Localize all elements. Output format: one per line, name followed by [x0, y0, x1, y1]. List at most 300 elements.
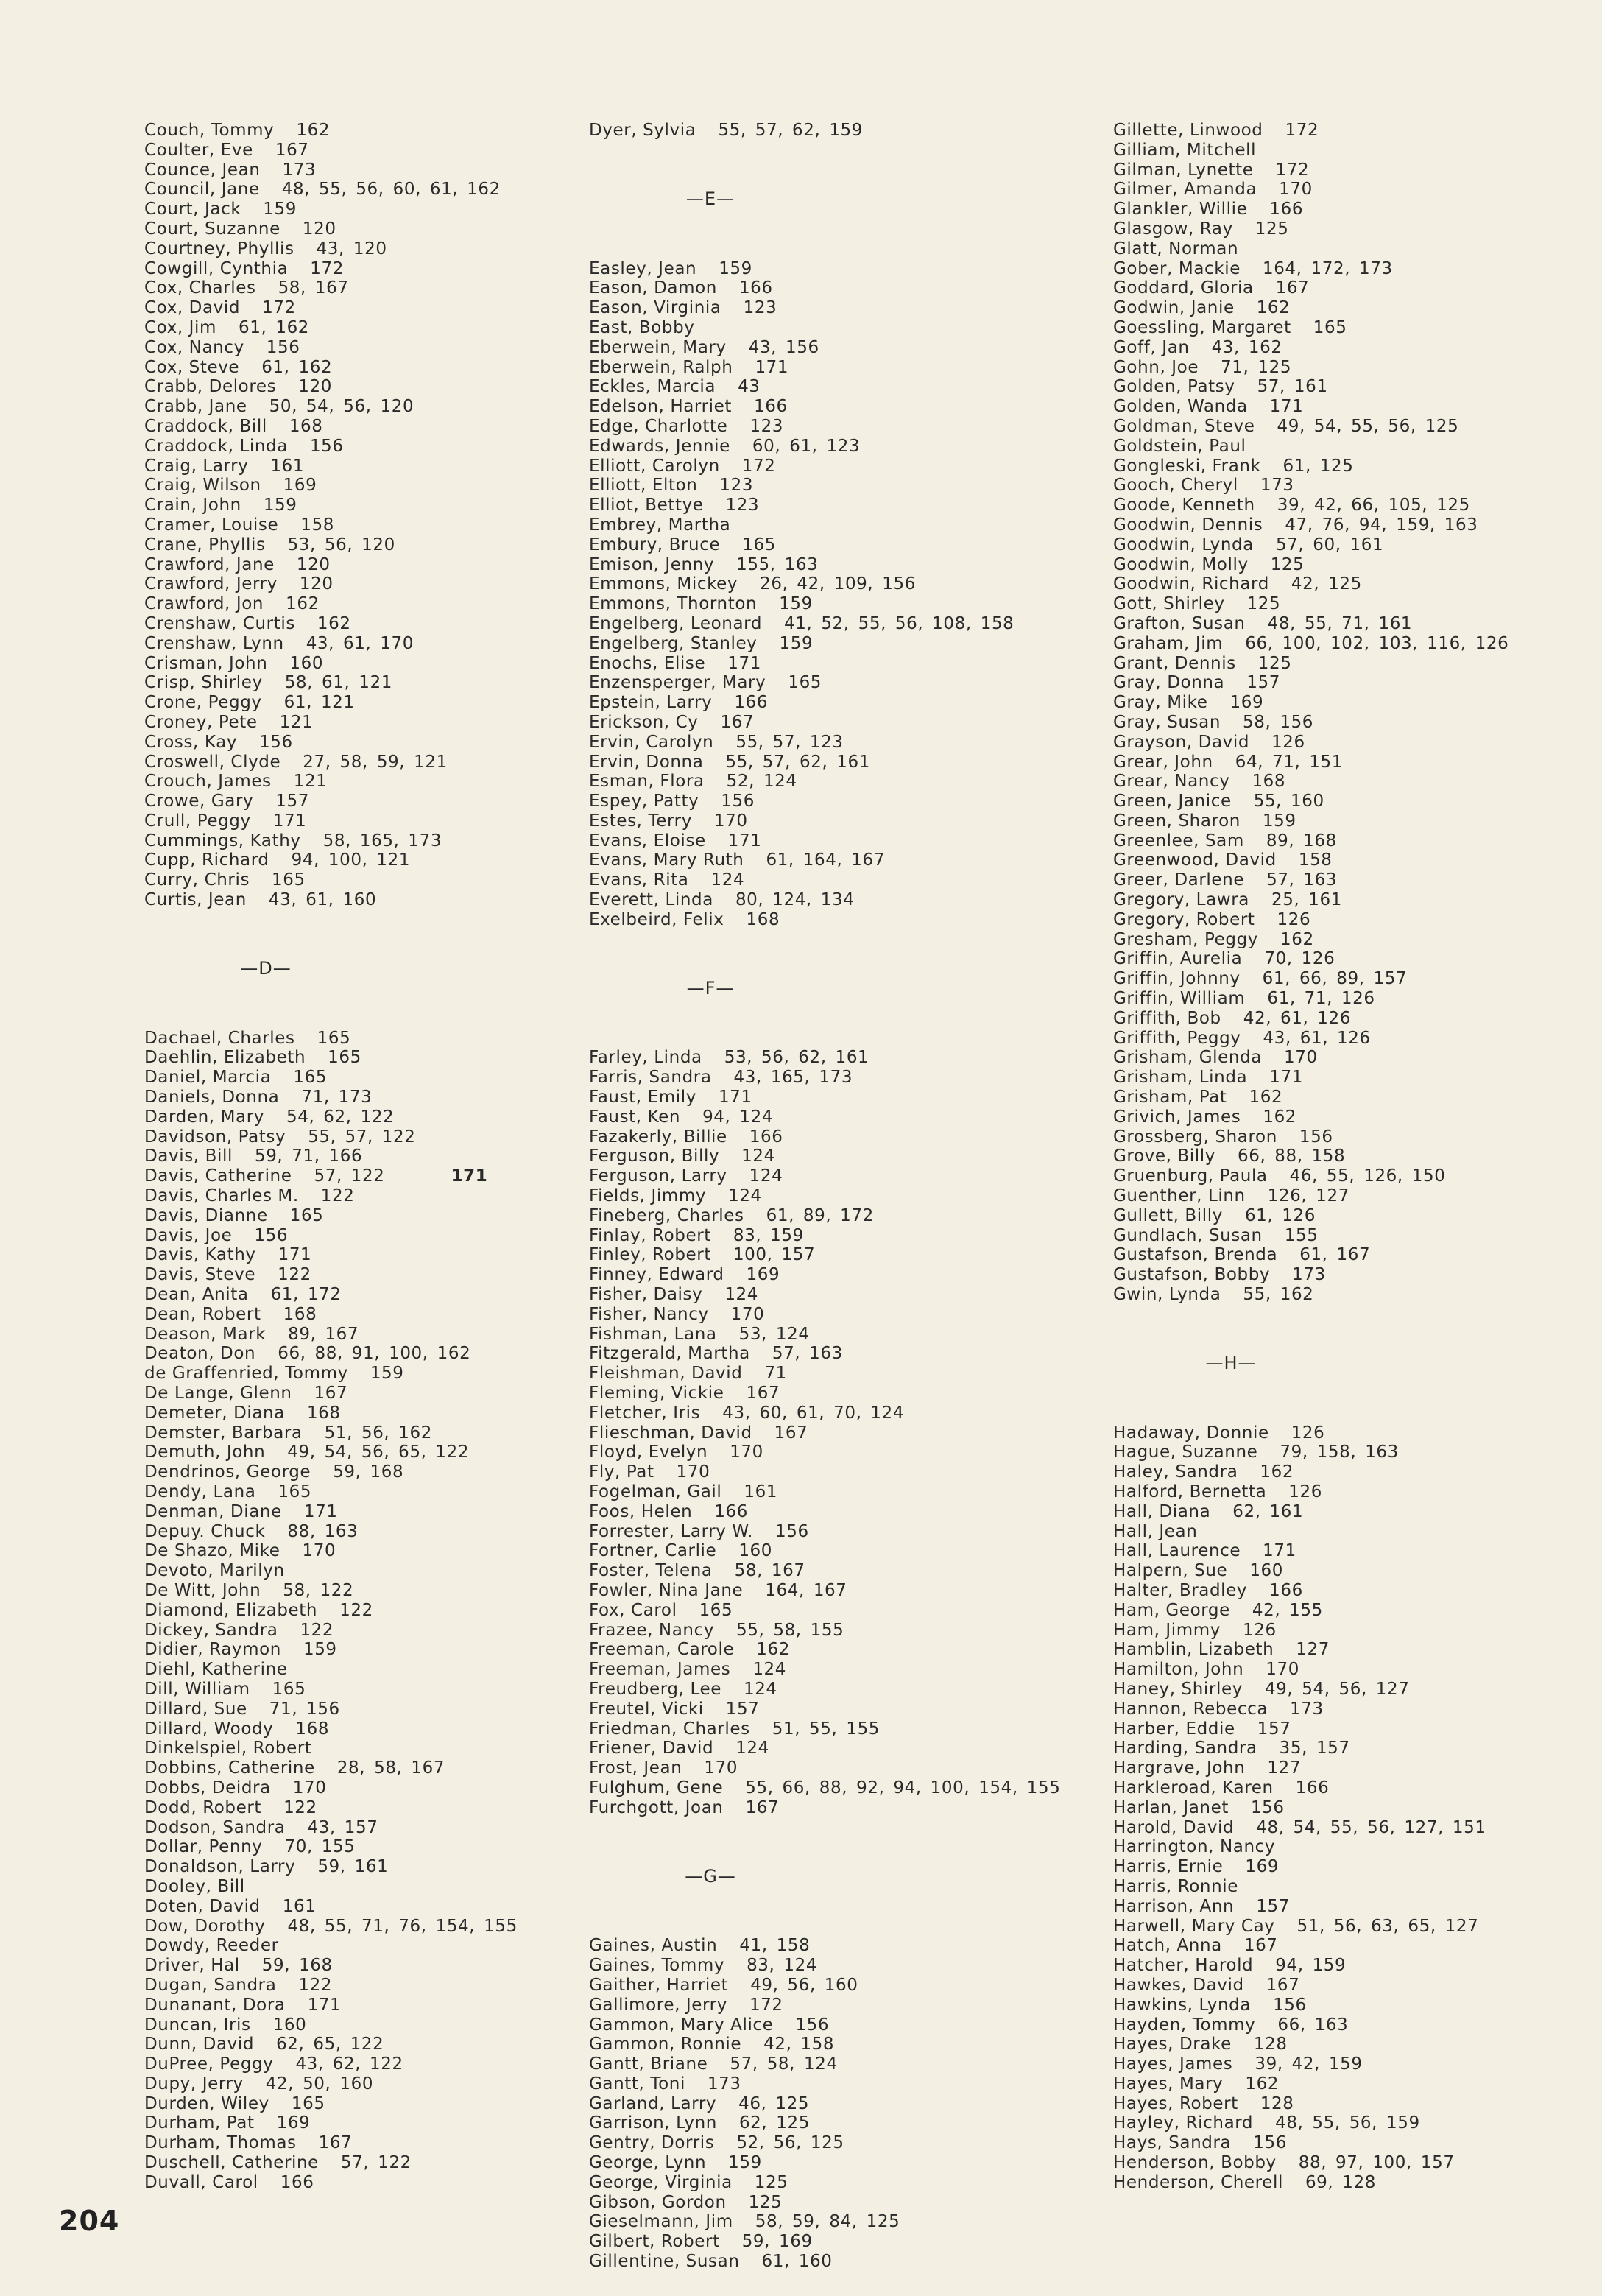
- index-entry: [144, 870, 557, 890]
- entry-pages: 172: [741, 456, 776, 476]
- entry-pages: 159: [1262, 811, 1296, 831]
- entry-pages: 66, 88, 91, 100, 162: [278, 1344, 471, 1364]
- index-entry: [144, 476, 557, 496]
- entry-name: DuPree, Peggy: [144, 2054, 274, 2074]
- entry-name: Hayley, Richard: [1113, 2113, 1254, 2133]
- entry-pages: 156: [1273, 1995, 1307, 2015]
- entry-name: Diehl, Katherine: [144, 1660, 288, 1680]
- index-entry: [1113, 1068, 1570, 1088]
- entry-name: Hatcher, Harold: [1113, 1956, 1254, 1976]
- entry-pages: 51, 55, 155: [772, 1719, 881, 1739]
- entry-name: Fisher, Nancy: [589, 1304, 709, 1324]
- index-entry: [1113, 278, 1570, 298]
- entry-pages: 165: [272, 870, 306, 890]
- entry-name: Durden, Wiley: [144, 2093, 269, 2113]
- entry-name: Engelberg, Stanley: [589, 633, 758, 653]
- index-entry: [1113, 1857, 1570, 1877]
- entry-name: Dillard, Woody: [144, 1719, 274, 1739]
- entry-pages: 49, 54, 55, 56, 125: [1277, 416, 1459, 436]
- entry-pages: 42, 158: [763, 2035, 835, 2054]
- index-entry: [589, 437, 1060, 457]
- entry-pages: 53, 56, 62, 161: [724, 1048, 869, 1068]
- entry-name: Gammon, Mary Alice: [589, 2015, 774, 2035]
- entry-pages: 39, 42, 159: [1255, 2054, 1363, 2074]
- entry-pages: 159: [779, 594, 813, 614]
- entry-pages: 52, 56, 125: [736, 2133, 844, 2153]
- index-entry: [589, 121, 1060, 141]
- index-entry: [589, 2212, 1060, 2232]
- index-entry: [1113, 594, 1570, 614]
- entry-name: Hatch, Anna: [1113, 1936, 1222, 1956]
- index-entry: [1113, 1285, 1570, 1305]
- entry-pages: 124: [749, 1166, 783, 1186]
- entry-name: Goddard, Gloria: [1113, 278, 1254, 298]
- entry-name: Curry, Chris: [144, 870, 250, 890]
- entry-pages: 43, 156: [748, 337, 819, 357]
- entry-name: Emmons, Mickey: [589, 574, 738, 594]
- entry-pages: 171: [1269, 1068, 1303, 1088]
- entry-name: Harding, Sandra: [1113, 1739, 1257, 1758]
- entry-pages: 165: [699, 1600, 733, 1620]
- index-entry: [589, 1621, 1060, 1641]
- entry-name: Henderson, Cherell: [1113, 2172, 1283, 2192]
- index-entry: [1113, 1758, 1570, 1778]
- index-entry: [1113, 634, 1570, 654]
- entry-name: Hayes, Drake: [1113, 2035, 1232, 2054]
- entry-name: Gallimore, Jerry: [589, 1995, 727, 2015]
- entry-name: Harrington, Nancy: [1113, 1837, 1276, 1857]
- entry-name: Espey, Patty: [589, 792, 699, 811]
- entry-name: Gaines, Austin: [589, 1936, 718, 1956]
- entry-name: Gibson, Gordon: [589, 2192, 727, 2212]
- index-entry: [144, 792, 557, 811]
- entry-name: Edwards, Jennie: [589, 436, 730, 456]
- entry-pages: 66, 88, 158: [1238, 1147, 1346, 1166]
- entry-pages: 61, 162: [261, 357, 333, 377]
- entry-pages: 167: [318, 2133, 353, 2153]
- entry-name: Emison, Jenny: [589, 554, 715, 574]
- index-entry: [1113, 121, 1570, 141]
- entry-name: Cowgill, Cynthia: [144, 258, 289, 278]
- index-entry: [144, 1719, 557, 1739]
- entry-name: Dinkelspiel, Robert: [144, 1739, 312, 1758]
- index-entry: [144, 1147, 557, 1166]
- entry-extra-page: 171: [451, 1166, 488, 1186]
- index-entry: [589, 1325, 1060, 1345]
- entry-pages: 160: [738, 1541, 773, 1561]
- entry-pages: 161: [282, 1896, 317, 1916]
- entry-name: Crabb, Jane: [144, 397, 247, 417]
- entry-name: Gray, Susan: [1113, 712, 1221, 732]
- index-entry: [144, 496, 557, 515]
- index-entry: [1113, 1956, 1570, 1976]
- entry-pages: 25, 161: [1271, 890, 1342, 910]
- entry-pages: 156: [721, 792, 755, 811]
- entry-pages: 173: [1292, 1265, 1326, 1285]
- index-entry: [1113, 949, 1570, 969]
- section-spacer: [1113, 1305, 1570, 1345]
- entry-pages: 160: [289, 653, 324, 673]
- index-entry: [144, 1917, 557, 1937]
- entry-pages: 127: [1296, 1640, 1330, 1660]
- index-entry: [1113, 1601, 1570, 1621]
- entry-name: Dollar, Penny: [144, 1837, 263, 1857]
- entry-name: Daniel, Marcia: [144, 1068, 272, 1088]
- entry-pages: 172: [310, 258, 344, 278]
- entry-name: Dooley, Bill: [144, 1876, 245, 1896]
- entry-pages: 100, 157: [733, 1245, 816, 1265]
- entry-name: Demuth, John: [144, 1443, 266, 1462]
- index-entry: [144, 1186, 557, 1206]
- index-entry: [144, 1818, 557, 1838]
- section-spacer: [589, 141, 1060, 180]
- entry-name: Haney, Shirley: [1113, 1679, 1243, 1699]
- index-entry: [589, 1601, 1060, 1621]
- index-entry: [144, 614, 557, 634]
- entry-pages: 42, 155: [1252, 1600, 1323, 1620]
- entry-name: Harber, Eddie: [1113, 1719, 1235, 1739]
- entry-pages: 124: [728, 1186, 762, 1206]
- entry-name: Gillette, Linwood: [1113, 121, 1263, 140]
- entry-name: Garland, Larry: [589, 2093, 717, 2113]
- entry-name: Davis, Dianne: [144, 1205, 268, 1225]
- entry-name: Gieselmann, Jim: [589, 2212, 733, 2232]
- entry-name: Gongleski, Frank: [1113, 456, 1261, 476]
- entry-name: Griffin, Johnny: [1113, 969, 1241, 989]
- index-entry: [144, 1976, 557, 1996]
- entry-pages: 58, 156: [1243, 712, 1314, 732]
- index-entry: [144, 358, 557, 378]
- entry-name: Gilliam, Mitchell: [1113, 140, 1257, 160]
- index-entry: [589, 358, 1060, 378]
- entry-name: Griffith, Bob: [1113, 1008, 1221, 1028]
- index-column-2: [589, 121, 1060, 2272]
- entry-name: Grisham, Pat: [1113, 1088, 1227, 1107]
- entry-name: Freeman, James: [589, 1660, 731, 1680]
- entry-name: Finley, Robert: [589, 1245, 711, 1265]
- entry-name: Gilbert, Robert: [589, 2232, 720, 2252]
- entry-pages: 160: [1249, 1561, 1284, 1581]
- index-entry: [144, 1166, 557, 1186]
- entry-name: Crawford, Jerry: [144, 574, 278, 594]
- entry-name: Ferguson, Larry: [589, 1166, 727, 1186]
- index-entry: [1113, 673, 1570, 693]
- index-entry: [1113, 1245, 1570, 1265]
- index-entry: [144, 1541, 557, 1561]
- entry-name: Dobbs, Deidra: [144, 1778, 271, 1797]
- entry-name: Harold, David: [1113, 1817, 1235, 1837]
- entry-pages: 162: [296, 121, 331, 140]
- entry-name: Deaton, Don: [144, 1344, 256, 1364]
- index-entry: [1113, 1443, 1570, 1462]
- entry-pages: 48, 55, 56, 60, 61, 162: [281, 180, 501, 200]
- index-entry: [589, 870, 1060, 890]
- index-entry: [1113, 180, 1570, 200]
- index-entry: [1113, 831, 1570, 851]
- index-entry: [144, 1344, 557, 1364]
- entry-name: Finlay, Robert: [589, 1225, 711, 1245]
- index-entry: [144, 397, 557, 417]
- entry-name: Grossberg, Sharon: [1113, 1127, 1277, 1147]
- entry-name: Floyd, Evelyn: [589, 1443, 708, 1462]
- section-letter-heading: —D—: [240, 958, 292, 979]
- entry-pages: 168: [746, 909, 780, 929]
- entry-pages: 122: [283, 1797, 317, 1817]
- index-entry: [589, 259, 1060, 279]
- entry-name: Gilmer, Amanda: [1113, 180, 1257, 200]
- index-entry: [1113, 2054, 1570, 2074]
- entry-name: Davis, Bill: [144, 1147, 233, 1166]
- index-entry: [144, 437, 557, 457]
- index-entry: [1113, 2015, 1570, 2035]
- index-entry: [1113, 200, 1570, 219]
- entry-name: Daniels, Donna: [144, 1088, 280, 1107]
- entry-name: Fly, Pat: [589, 1462, 654, 1482]
- index-entry: [1113, 2035, 1570, 2054]
- entry-pages: 161: [744, 1482, 778, 1501]
- index-entry: [1113, 910, 1570, 930]
- index-entry: [1113, 930, 1570, 950]
- entry-name: Council, Jane: [144, 180, 260, 200]
- entry-name: Daehlin, Elizabeth: [144, 1048, 306, 1068]
- entry-pages: 162: [756, 1640, 790, 1660]
- entry-pages: 123: [719, 476, 754, 496]
- entry-name: Dunn, David: [144, 2035, 255, 2054]
- entry-name: Edge, Charlotte: [589, 416, 728, 436]
- entry-pages: 158: [1298, 851, 1333, 870]
- index-entry: [144, 1088, 557, 1107]
- index-entry: [1113, 792, 1570, 811]
- index-entry: [1113, 1581, 1570, 1601]
- index-entry: [144, 298, 557, 318]
- entry-name: Fowler, Nina Jane: [589, 1580, 744, 1600]
- entry-name: Gwin, Lynda: [1113, 1285, 1221, 1305]
- entry-pages: 159: [303, 1640, 337, 1660]
- entry-pages: 26, 42, 109, 156: [760, 574, 916, 594]
- index-entry: [1113, 614, 1570, 634]
- entry-pages: 171: [1263, 1541, 1296, 1561]
- entry-name: Courtney, Phyllis: [144, 239, 294, 258]
- entry-name: Duvall, Carol: [144, 2172, 258, 2192]
- entry-pages: 80, 124, 134: [735, 890, 855, 910]
- index-entry: [144, 1798, 557, 1818]
- entry-name: Halford, Bernetta: [1113, 1482, 1267, 1501]
- entry-name: Harris, Ernie: [1113, 1857, 1224, 1877]
- entry-pages: 166: [1295, 1778, 1330, 1797]
- entry-name: Driver, Hal: [144, 1956, 240, 1976]
- entry-name: Eason, Damon: [589, 278, 717, 298]
- entry-pages: 51, 56, 63, 65, 127: [1296, 1916, 1479, 1936]
- entry-pages: 46, 125: [738, 2093, 810, 2113]
- entry-pages: 165: [1313, 317, 1347, 337]
- entry-name: Glasgow, Ray: [1113, 219, 1233, 239]
- index-entry: [1113, 1798, 1570, 1818]
- index-entry: [1113, 1818, 1570, 1838]
- index-entry: [1113, 1541, 1570, 1561]
- entry-name: Couch, Tommy: [144, 121, 275, 140]
- index-entry: [589, 1581, 1060, 1601]
- entry-name: Freudberg, Lee: [589, 1679, 721, 1699]
- index-entry: [144, 594, 557, 614]
- entry-pages: 171: [278, 1245, 312, 1265]
- index-entry: [144, 1522, 557, 1542]
- index-entry: [1113, 753, 1570, 772]
- entry-pages: 162: [286, 594, 320, 614]
- index-entry: [589, 1147, 1060, 1166]
- entry-name: Gundlach, Susan: [1113, 1225, 1263, 1245]
- entry-name: Goodwin, Richard: [1113, 574, 1269, 594]
- entry-pages: 155: [1284, 1225, 1319, 1245]
- section-letter-heading: —H—: [1205, 1353, 1257, 1374]
- entry-name: Guenther, Linn: [1113, 1186, 1246, 1206]
- section-spacer: [589, 1009, 1060, 1049]
- entry-pages: 53, 124: [738, 1324, 810, 1344]
- entry-pages: 171: [727, 831, 762, 851]
- entry-name: Goode, Kenneth: [1113, 496, 1255, 515]
- entry-name: Crawford, Jon: [144, 594, 264, 614]
- entry-pages: 161: [270, 456, 305, 476]
- entry-name: Cox, David: [144, 298, 241, 318]
- index-entry: [589, 2232, 1060, 2252]
- entry-pages: 57, 163: [1266, 870, 1338, 890]
- index-entry: [589, 535, 1060, 555]
- index-entry: [1113, 1621, 1570, 1641]
- entry-pages: 156: [1250, 1797, 1285, 1817]
- entry-pages: 57, 161: [1257, 377, 1328, 397]
- index-entry: [589, 890, 1060, 910]
- index-entry: [144, 1956, 557, 1976]
- index-entry: [589, 792, 1060, 811]
- entry-name: Crain, John: [144, 496, 241, 515]
- index-entry: [1113, 1778, 1570, 1798]
- index-entry: [144, 2035, 557, 2054]
- entry-name: Gullett, Billy: [1113, 1205, 1223, 1225]
- entry-pages: 51, 56, 162: [324, 1423, 432, 1443]
- section-spacer: [1113, 1384, 1570, 1423]
- entry-pages: 94, 159: [1275, 1956, 1347, 1976]
- entry-pages: 162: [1280, 929, 1314, 949]
- index-entry: [1113, 713, 1570, 733]
- index-entry: [1113, 2133, 1570, 2153]
- entry-name: Gilman, Lynette: [1113, 160, 1254, 180]
- index-entry: [144, 141, 557, 161]
- entry-pages: 58, 122: [283, 1580, 354, 1600]
- entry-pages: 156: [775, 1521, 809, 1541]
- index-entry: [1113, 1522, 1570, 1542]
- entry-pages: 165: [293, 1068, 328, 1088]
- entry-name: Gantt, Briane: [589, 2054, 708, 2074]
- index-entry: [589, 2252, 1060, 2272]
- entry-name: Hamilton, John: [1113, 1660, 1244, 1680]
- entry-pages: 43: [738, 377, 761, 397]
- entry-name: Enzensperger, Mary: [589, 673, 766, 693]
- index-column-3: [1113, 121, 1570, 2193]
- entry-pages: 166: [714, 1501, 749, 1521]
- entry-name: Dodson, Sandra: [144, 1817, 286, 1837]
- entry-name: Frazee, Nancy: [589, 1620, 715, 1640]
- index-entry: [1113, 1877, 1570, 1897]
- entry-name: Diamond, Elizabeth: [144, 1600, 318, 1620]
- entry-name: Deason, Mark: [144, 1324, 267, 1344]
- index-entry: [1113, 1226, 1570, 1246]
- index-entry: [144, 713, 557, 733]
- index-entry: [144, 1758, 557, 1778]
- entry-pages: 48, 54, 55, 56, 127, 151: [1256, 1817, 1486, 1837]
- index-entry: [589, 397, 1060, 417]
- entry-name: Dobbins, Catherine: [144, 1758, 315, 1778]
- entry-pages: 57, 60, 161: [1275, 535, 1384, 554]
- index-entry: [589, 1758, 1060, 1778]
- index-entry: [1113, 1265, 1570, 1285]
- entry-name: Hayes, Robert: [1113, 2093, 1238, 2113]
- index-entry: [589, 1206, 1060, 1226]
- index-entry: [1113, 555, 1570, 575]
- index-entry: [589, 1680, 1060, 1700]
- section-spacer: [589, 1897, 1060, 1937]
- entry-name: Harkleroad, Karen: [1113, 1778, 1274, 1797]
- index-entry: [144, 2074, 557, 2094]
- entry-name: Cupp, Richard: [144, 851, 269, 870]
- entry-name: Griffith, Peggy: [1113, 1028, 1241, 1048]
- index-entry: [144, 1245, 557, 1265]
- entry-name: Gober, Mackie: [1113, 258, 1241, 278]
- entry-pages: 59, 168: [261, 1956, 333, 1976]
- entry-name: Elliott, Elton: [589, 476, 698, 496]
- entry-name: Godwin, Janie: [1113, 298, 1235, 318]
- entry-pages: 169: [746, 1265, 780, 1285]
- entry-name: Elliott, Carolyn: [589, 456, 720, 476]
- entry-name: Engelberg, Leonard: [589, 613, 763, 633]
- entry-pages: 53, 56, 120: [287, 535, 395, 554]
- entry-pages: 71, 173: [301, 1088, 373, 1107]
- index-entry: [589, 851, 1060, 870]
- entry-name: De Witt, John: [144, 1580, 261, 1600]
- index-entry: [589, 318, 1060, 338]
- index-entry: [1113, 298, 1570, 318]
- entry-name: Cox, Charles: [144, 278, 256, 298]
- entry-pages: 167: [275, 140, 309, 160]
- index-entry: [144, 377, 557, 397]
- entry-pages: 128: [1260, 2093, 1294, 2113]
- index-entry: [1113, 397, 1570, 417]
- entry-pages: 169: [1245, 1857, 1280, 1877]
- index-entry: [1113, 1996, 1570, 2015]
- index-entry: [1113, 890, 1570, 910]
- entry-pages: 170: [730, 1443, 763, 1462]
- index-entry: [589, 2193, 1060, 2213]
- index-entry: [589, 1482, 1060, 1502]
- entry-pages: 70, 155: [284, 1837, 356, 1857]
- entry-pages: 61, 164, 167: [766, 851, 885, 870]
- entry-name: Cummings, Kathy: [144, 831, 301, 851]
- entry-pages: 168: [1252, 772, 1286, 792]
- index-entry: [589, 1364, 1060, 1384]
- entry-pages: 169: [1229, 693, 1264, 713]
- entry-pages: 162: [1249, 1088, 1283, 1107]
- entry-name: Furchgott, Joan: [589, 1797, 724, 1817]
- entry-pages: 61, 172: [270, 1285, 342, 1305]
- entry-name: Hannon, Rebecca: [1113, 1699, 1268, 1719]
- index-entry: [1113, 1107, 1570, 1127]
- index-entry: [589, 555, 1060, 575]
- index-entry: [1113, 239, 1570, 259]
- index-entry: [589, 417, 1060, 437]
- entry-pages: 121: [293, 772, 328, 792]
- entry-pages: 94, 124: [702, 1107, 774, 1127]
- index-entry: [144, 890, 557, 910]
- entry-name: Durham, Thomas: [144, 2133, 297, 2153]
- entry-pages: 167: [746, 1384, 780, 1403]
